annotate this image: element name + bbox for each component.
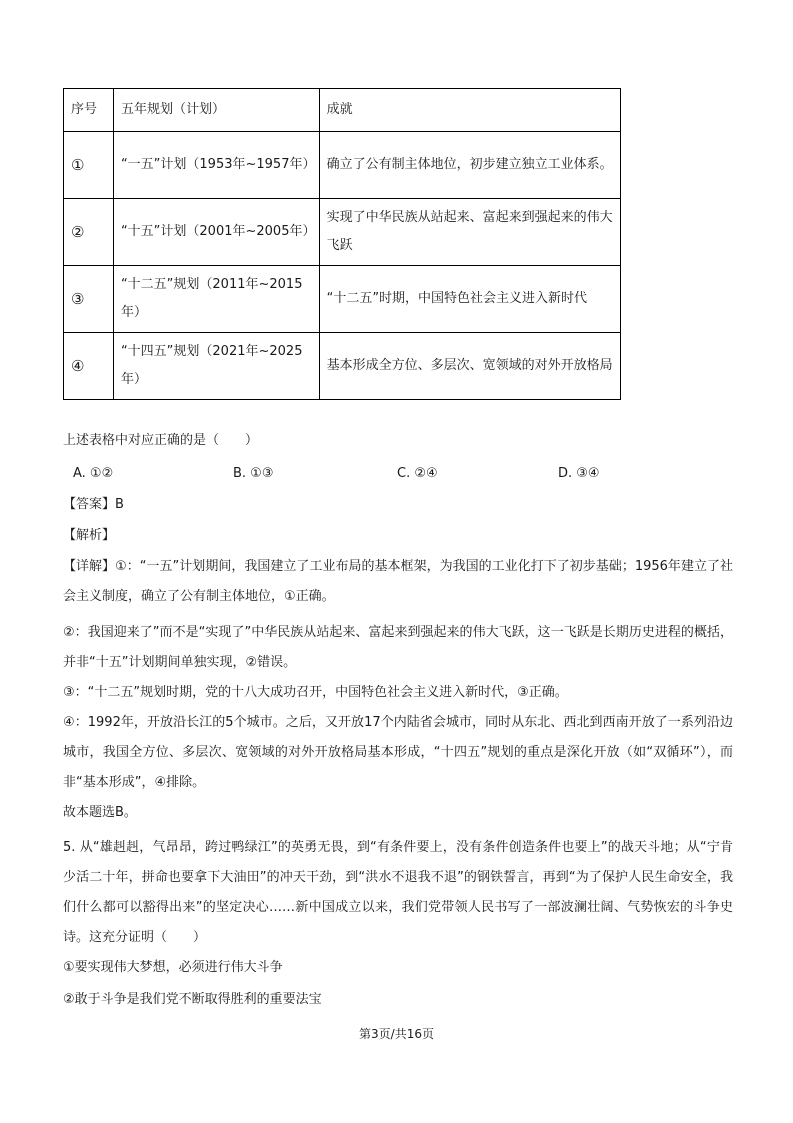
table-row: [64, 333, 621, 400]
table-row: [64, 199, 621, 266]
row-plan: “十五”计划（2001年~2005年）: [113, 199, 319, 266]
row-plan: “十四五”规划（2021年~2025年）: [113, 333, 319, 400]
conclusion-line: 故本题选B。: [63, 805, 137, 820]
detail-paragraph-4: ④：1992年，开放沿长江的5个城市。之后，又开放17个内陆省会城市，同时从东北、西北到西南开放了一系列沿边城市，我国全方位、多层次、宽领域的对外开放格局基本形成，“十四五”规划的重点是深化开放（如“双循环”），而非“基本形成”，④排除。: [63, 715, 733, 790]
option-d: D. ③④: [558, 466, 600, 481]
row-index: ②: [64, 199, 114, 266]
table-row: [64, 132, 621, 199]
row-achievement: 实现了中华民族从站起来、富起来到强起来的伟大飞跃: [319, 199, 620, 266]
row-achievement: 基本形成全方位、多层次、宽领域的对外开放格局: [319, 333, 620, 400]
row-achievement: 确立了公有制主体地位，初步建立独立工业体系。: [319, 132, 620, 199]
question-5-item-1: ①要实现伟大梦想，必须进行伟大斗争: [63, 960, 283, 975]
row-index: ③: [64, 266, 114, 333]
row-plan: “十二五”规划（2011年~2015年）: [113, 266, 319, 333]
header-achievement: 成就: [319, 89, 620, 132]
five-year-plan-table: [63, 88, 621, 400]
option-b: B. ①③: [233, 466, 274, 481]
option-a: A. ①②: [73, 466, 114, 481]
row-index: ④: [64, 333, 114, 400]
row-index: ①: [64, 132, 114, 199]
answer-line: 【答案】B: [63, 497, 124, 512]
row-plan: “一五”计划（1953年~1957年）: [113, 132, 319, 199]
analysis-label: 【解析】: [63, 528, 116, 543]
question-5-item-2: ②敢于斗争是我们党不断取得胜利的重要法宝: [63, 992, 322, 1007]
row-achievement: “十二五”时期，中国特色社会主义进入新时代: [319, 266, 620, 333]
option-c: C. ②④: [397, 466, 438, 481]
detail-paragraph-1: 【详解】①：“一五”计划期间，我国建立了工业布局的基本框架，为我国的工业化打下了初步基础；1956年建立了社会主义制度，确立了公有制主体地位，①正确。: [63, 559, 733, 604]
answer-options: [73, 464, 733, 484]
table-header-row: [64, 89, 621, 132]
detail-paragraph-2: ②：我国迎来了”而不是“实现了”中华民族从站起来、富起来到强起来的伟大飞跃，这一飞跃是长期历史进程的概括，并非“十五”计划期间单独实现，②错误。: [63, 625, 733, 670]
header-plan: 五年规划（计划）: [113, 89, 319, 132]
question-5-stem: 5. 从“雄赳赳，气昂昂，跨过鸭绿江”的英勇无畏，到“有条件要上，没有条件创造条件也要上”的战天斗地；从“宁肯少活二十年，拼命也要拿下大油田”的冲天干劲，到“洪水不退我不退”的钢铁誓言，再到“为了保护人民生命安全，我们什么都可以豁得出来”的坚定决心……新中国成立以来，我们党带领人民书写了一部波澜壮阔、气势恢宏的斗争史诗。这充分证明（ ）: [63, 840, 733, 945]
table-row: [64, 266, 621, 333]
detail-paragraph-3: ③：“十二五”规划时期，党的十八大成功召开，中国特色社会主义进入新时代，③正确。: [63, 685, 568, 700]
page-footer: 第3页/共16页: [359, 1027, 434, 1041]
question-text: 上述表格中对应正确的是（ ）: [63, 433, 259, 448]
header-index: 序号: [64, 89, 114, 132]
